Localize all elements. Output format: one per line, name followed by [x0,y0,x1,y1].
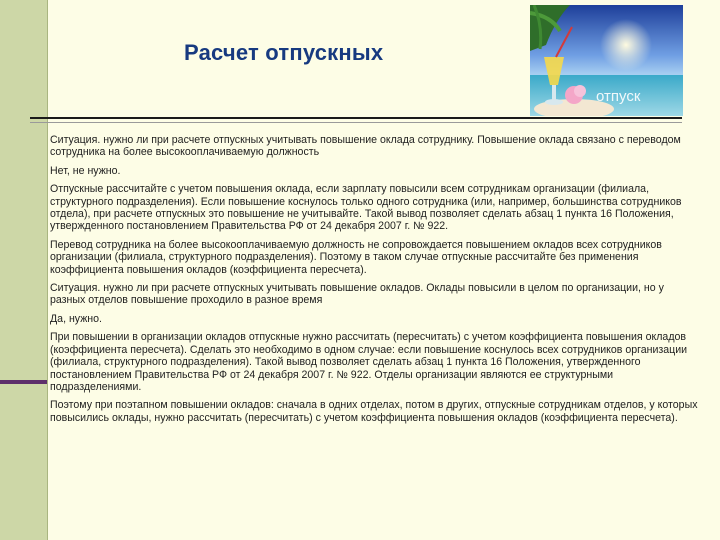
paragraph-explanation-3: При повышении в организации окладов отпускные нужно рассчитать (пересчитать) с учетом коэффициента повышения окладов (коэффициента пересчета). Сделать это необходимо в одном случае: если повышение коснулось всех сотрудников организации (филиала, структурного подразделения). Такой вывод позволяет сделать абзац 1 пункта 16 Положения, утвержденного постановлением Правительства РФ от 24 декабря 2007 г. № 922. Отделы организации являются ее структурными подразделениями. [50,331,688,393]
left-decorative-band [0,0,47,540]
paragraph-answer-2: Да, нужно. [50,312,102,325]
band-divider [47,0,48,540]
vacation-photo [530,5,683,116]
paragraph-explanation-2: Перевод сотрудника на более высокооплачиваемую должность не сопровождается повышением окладов всех сотрудников организации (филиала, структурного подразделения). Поэтому в таком случае отпускные рассчитайте без применения коэффициента повышения окладов (коэффициента пересчета). [50,238,662,276]
paragraph-situation-1: Ситуация. нужно ли при расчете отпускных учитывать повышение оклада сотруднику. Повышение оклада связано с переводом сотрудника на более высокооплачиваемую должность [50,134,681,159]
content-body [50,134,702,430]
paragraph-explanation-4: Поэтому при поэтапном повышении окладов: сначала в одних отделах, потом в других, отпускные сотрудникам отделов, у которых повысились оклады, нужно рассчитать (пересчитать) с учетом коэффициента повышения окладов (коэффициента пересчета). [50,399,698,424]
paragraph-answer-1: Нет, не нужно. [50,164,121,177]
header-rule-thin [30,122,682,123]
slide-title: Расчет отпускных [184,40,384,65]
photo-caption: отпуск [596,88,641,105]
paragraph-explanation-1: Отпускные рассчитайте с учетом повышения оклада, если зарплату повысили всем сотрудникам организации (филиала, структурного подразделения). Если повышение коснулось только одного сотрудника (или, например, большинства сотрудников отдела), при расчете отпускных это повышение не учитывайте. Такой вывод позволяет сделать абзац 1 пункта 16 Положения, утвержденного постановлением Правительства РФ от 24 декабря 2007 г. № 922. [50,183,682,233]
band-marker [0,380,47,384]
header-rule [30,117,682,119]
paragraph-situation-2: Ситуация. нужно ли при расчете отпускных учитывать повышение окладов. Оклады повысили в целом по организации, но у разных отделов повышение проходило в разное время [50,282,664,307]
